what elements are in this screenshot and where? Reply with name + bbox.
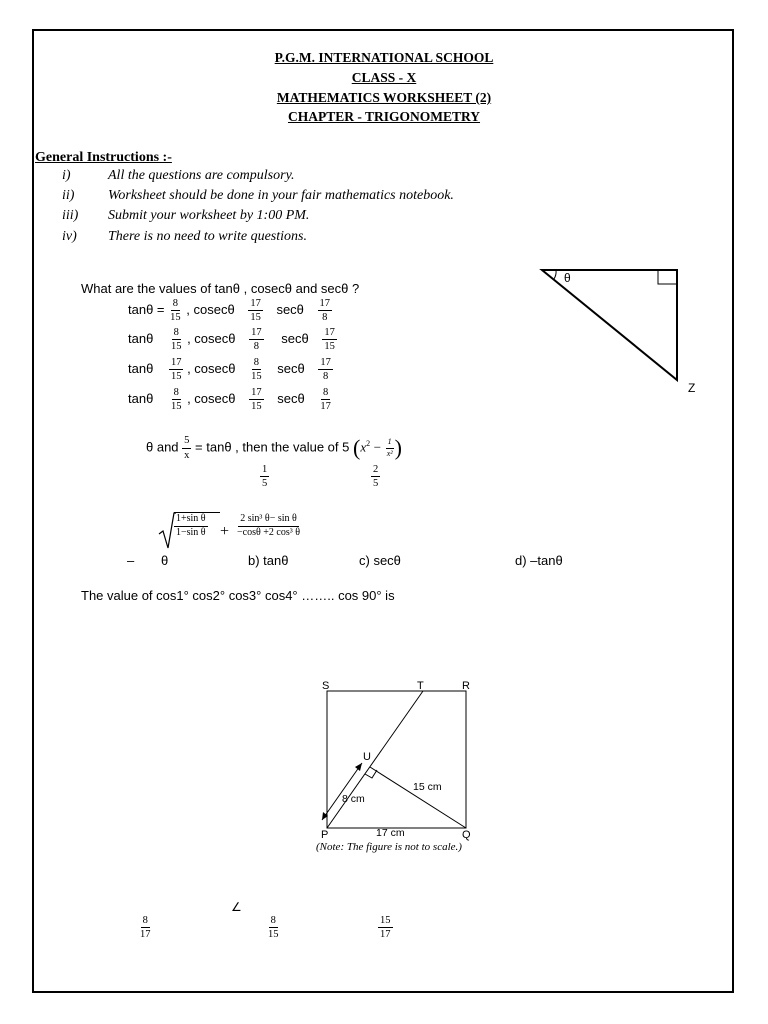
dimension-arrow bbox=[322, 763, 362, 820]
instruction-text: All the questions are compulsory. bbox=[108, 168, 295, 183]
open-paren: ( bbox=[352, 435, 361, 460]
fraction: $\frac{17}{8}$ bbox=[320, 357, 331, 383]
fraction: $\frac{8}{15}$ bbox=[251, 357, 262, 383]
label-q: Q bbox=[462, 829, 471, 841]
question-1-text: What are the values of tanθ , cosecθ and secθ ? bbox=[81, 281, 360, 296]
plus-sign: + bbox=[220, 523, 230, 540]
fraction: $\frac{17}{15}$ bbox=[324, 327, 335, 353]
fraction: $\frac{\text{2 sin³ θ− sin θ}}{\text{−cosθ +2 cos³ θ}}$ bbox=[237, 513, 301, 538]
q3-option-a: θ bbox=[161, 553, 169, 568]
theta-label: θ bbox=[564, 271, 571, 285]
fraction: $\frac{\text{1+sin θ}}{\text{1−sin θ}}$ bbox=[176, 513, 206, 538]
fraction: $\frac{8}{15}$ bbox=[268, 915, 279, 941]
fraction: $\frac{1}{5}$ bbox=[262, 464, 268, 490]
fraction: $\frac{17}{15}$ bbox=[251, 387, 262, 413]
q2-option-b bbox=[371, 464, 380, 489]
angle-arc bbox=[554, 270, 556, 279]
q2-lead: θ and bbox=[146, 439, 179, 455]
fraction: $\frac{1}{\text{x²}}$ bbox=[386, 437, 393, 458]
exponent: 2 bbox=[366, 439, 371, 449]
label-p: P bbox=[321, 829, 329, 841]
q5-option-b bbox=[266, 915, 281, 940]
q5-option-a bbox=[138, 915, 153, 940]
q1-option-d bbox=[128, 387, 333, 412]
instruction-number: iv) bbox=[62, 229, 77, 244]
line-uq bbox=[370, 767, 466, 828]
fraction: $\frac{8}{17}$ bbox=[140, 915, 151, 941]
rectangle-figure bbox=[300, 672, 530, 862]
tan-label: tanθ bbox=[128, 360, 154, 376]
arrow-head bbox=[355, 763, 362, 771]
q3-option-a-dash: – bbox=[127, 553, 135, 568]
right-triangle-figure bbox=[536, 262, 706, 397]
school-name: P.G.M. INTERNATIONAL SCHOOL bbox=[274, 50, 494, 65]
fraction: $\frac{8}{17}$ bbox=[320, 387, 331, 413]
q3-option-b: b) tanθ bbox=[248, 553, 289, 568]
question-4-text: The value of cos1° cos2° cos3° cos4° …….. cos 90° is bbox=[81, 588, 395, 603]
q3-second-fraction bbox=[235, 514, 302, 538]
sec-label: secθ bbox=[277, 390, 305, 406]
fraction: $\frac{17}{15}$ bbox=[250, 298, 261, 324]
q3-option-d: d) –tanθ bbox=[515, 553, 563, 568]
q5-option-c bbox=[378, 915, 393, 940]
fraction: $\frac{17}{15}$ bbox=[170, 357, 182, 383]
label-r: R bbox=[462, 680, 470, 692]
fraction: $\frac{8}{15}$ bbox=[170, 387, 182, 413]
cosec-label: , cosecθ bbox=[187, 390, 236, 406]
instruction-number: iii) bbox=[62, 208, 79, 223]
worksheet-title: MATHEMATICS WORKSHEET (2) bbox=[276, 90, 492, 105]
q2-option-a bbox=[260, 464, 269, 489]
chapter-title: CHAPTER - TRIGONOMETRY bbox=[287, 109, 481, 124]
line-pt bbox=[327, 691, 423, 828]
instruction-text: There is no need to write questions. bbox=[108, 229, 307, 244]
instruction-text: Worksheet should be done in your fair mathematics notebook. bbox=[108, 188, 454, 203]
close-paren: ) bbox=[394, 435, 402, 460]
fraction: $\frac{8}{15}$ bbox=[170, 327, 182, 353]
fraction: $\frac{5}{x}$ bbox=[184, 435, 190, 461]
instruction-text: Submit your worksheet by 1:00 PM. bbox=[108, 208, 310, 223]
triangle-outline bbox=[542, 270, 677, 380]
sec-label: secθ bbox=[277, 360, 305, 376]
fraction: $\frac{2}{5}$ bbox=[373, 464, 379, 490]
angle-symbol: ∠ bbox=[231, 900, 242, 914]
label-pu-length: 8 cm bbox=[342, 793, 365, 805]
figure-note: (Note: The figure is not to scale.) bbox=[316, 841, 462, 853]
label-uq-length: 15 cm bbox=[413, 781, 442, 793]
q1-option-a bbox=[128, 298, 332, 323]
minus-sign: − bbox=[373, 439, 382, 455]
q3-option-c: c) secθ bbox=[359, 553, 401, 568]
q1-option-b bbox=[128, 327, 337, 352]
question-2-text bbox=[146, 435, 402, 461]
fraction: $\frac{17}{8}$ bbox=[319, 298, 331, 324]
instructions-title: General Instructions :- bbox=[35, 150, 172, 165]
cosec-label: , cosecθ bbox=[186, 301, 235, 317]
fraction: $\frac{8}{15}$ bbox=[170, 298, 181, 324]
label-u: U bbox=[363, 751, 371, 763]
rectangle-pqrs bbox=[327, 691, 466, 828]
class-title: CLASS - X bbox=[351, 70, 417, 85]
fraction: $\frac{17}{8}$ bbox=[251, 327, 262, 353]
var-x: x bbox=[360, 439, 367, 455]
instruction-number: ii) bbox=[62, 188, 75, 203]
right-angle-mark bbox=[658, 270, 677, 284]
label-pq-length: 17 cm bbox=[376, 827, 405, 839]
q2-mid: = tanθ , then the value of 5 bbox=[195, 439, 350, 455]
q1-option-c bbox=[128, 357, 333, 382]
cosec-label: , cosecθ bbox=[187, 360, 236, 376]
fraction: $\frac{15}{17}$ bbox=[380, 915, 391, 941]
vertex-z-label: Z bbox=[688, 381, 696, 395]
instruction-number: i) bbox=[62, 168, 71, 183]
sec-label: secθ bbox=[276, 301, 304, 317]
label-t: T bbox=[417, 680, 424, 692]
label-s: S bbox=[322, 680, 330, 692]
sec-label: secθ bbox=[281, 330, 309, 346]
tan-label: tanθ = bbox=[128, 301, 165, 317]
cosec-label: , cosecθ bbox=[187, 330, 236, 346]
tan-label: tanθ bbox=[128, 390, 154, 406]
q3-sqrt-fraction bbox=[174, 514, 208, 538]
tan-label: tanθ bbox=[128, 330, 154, 346]
